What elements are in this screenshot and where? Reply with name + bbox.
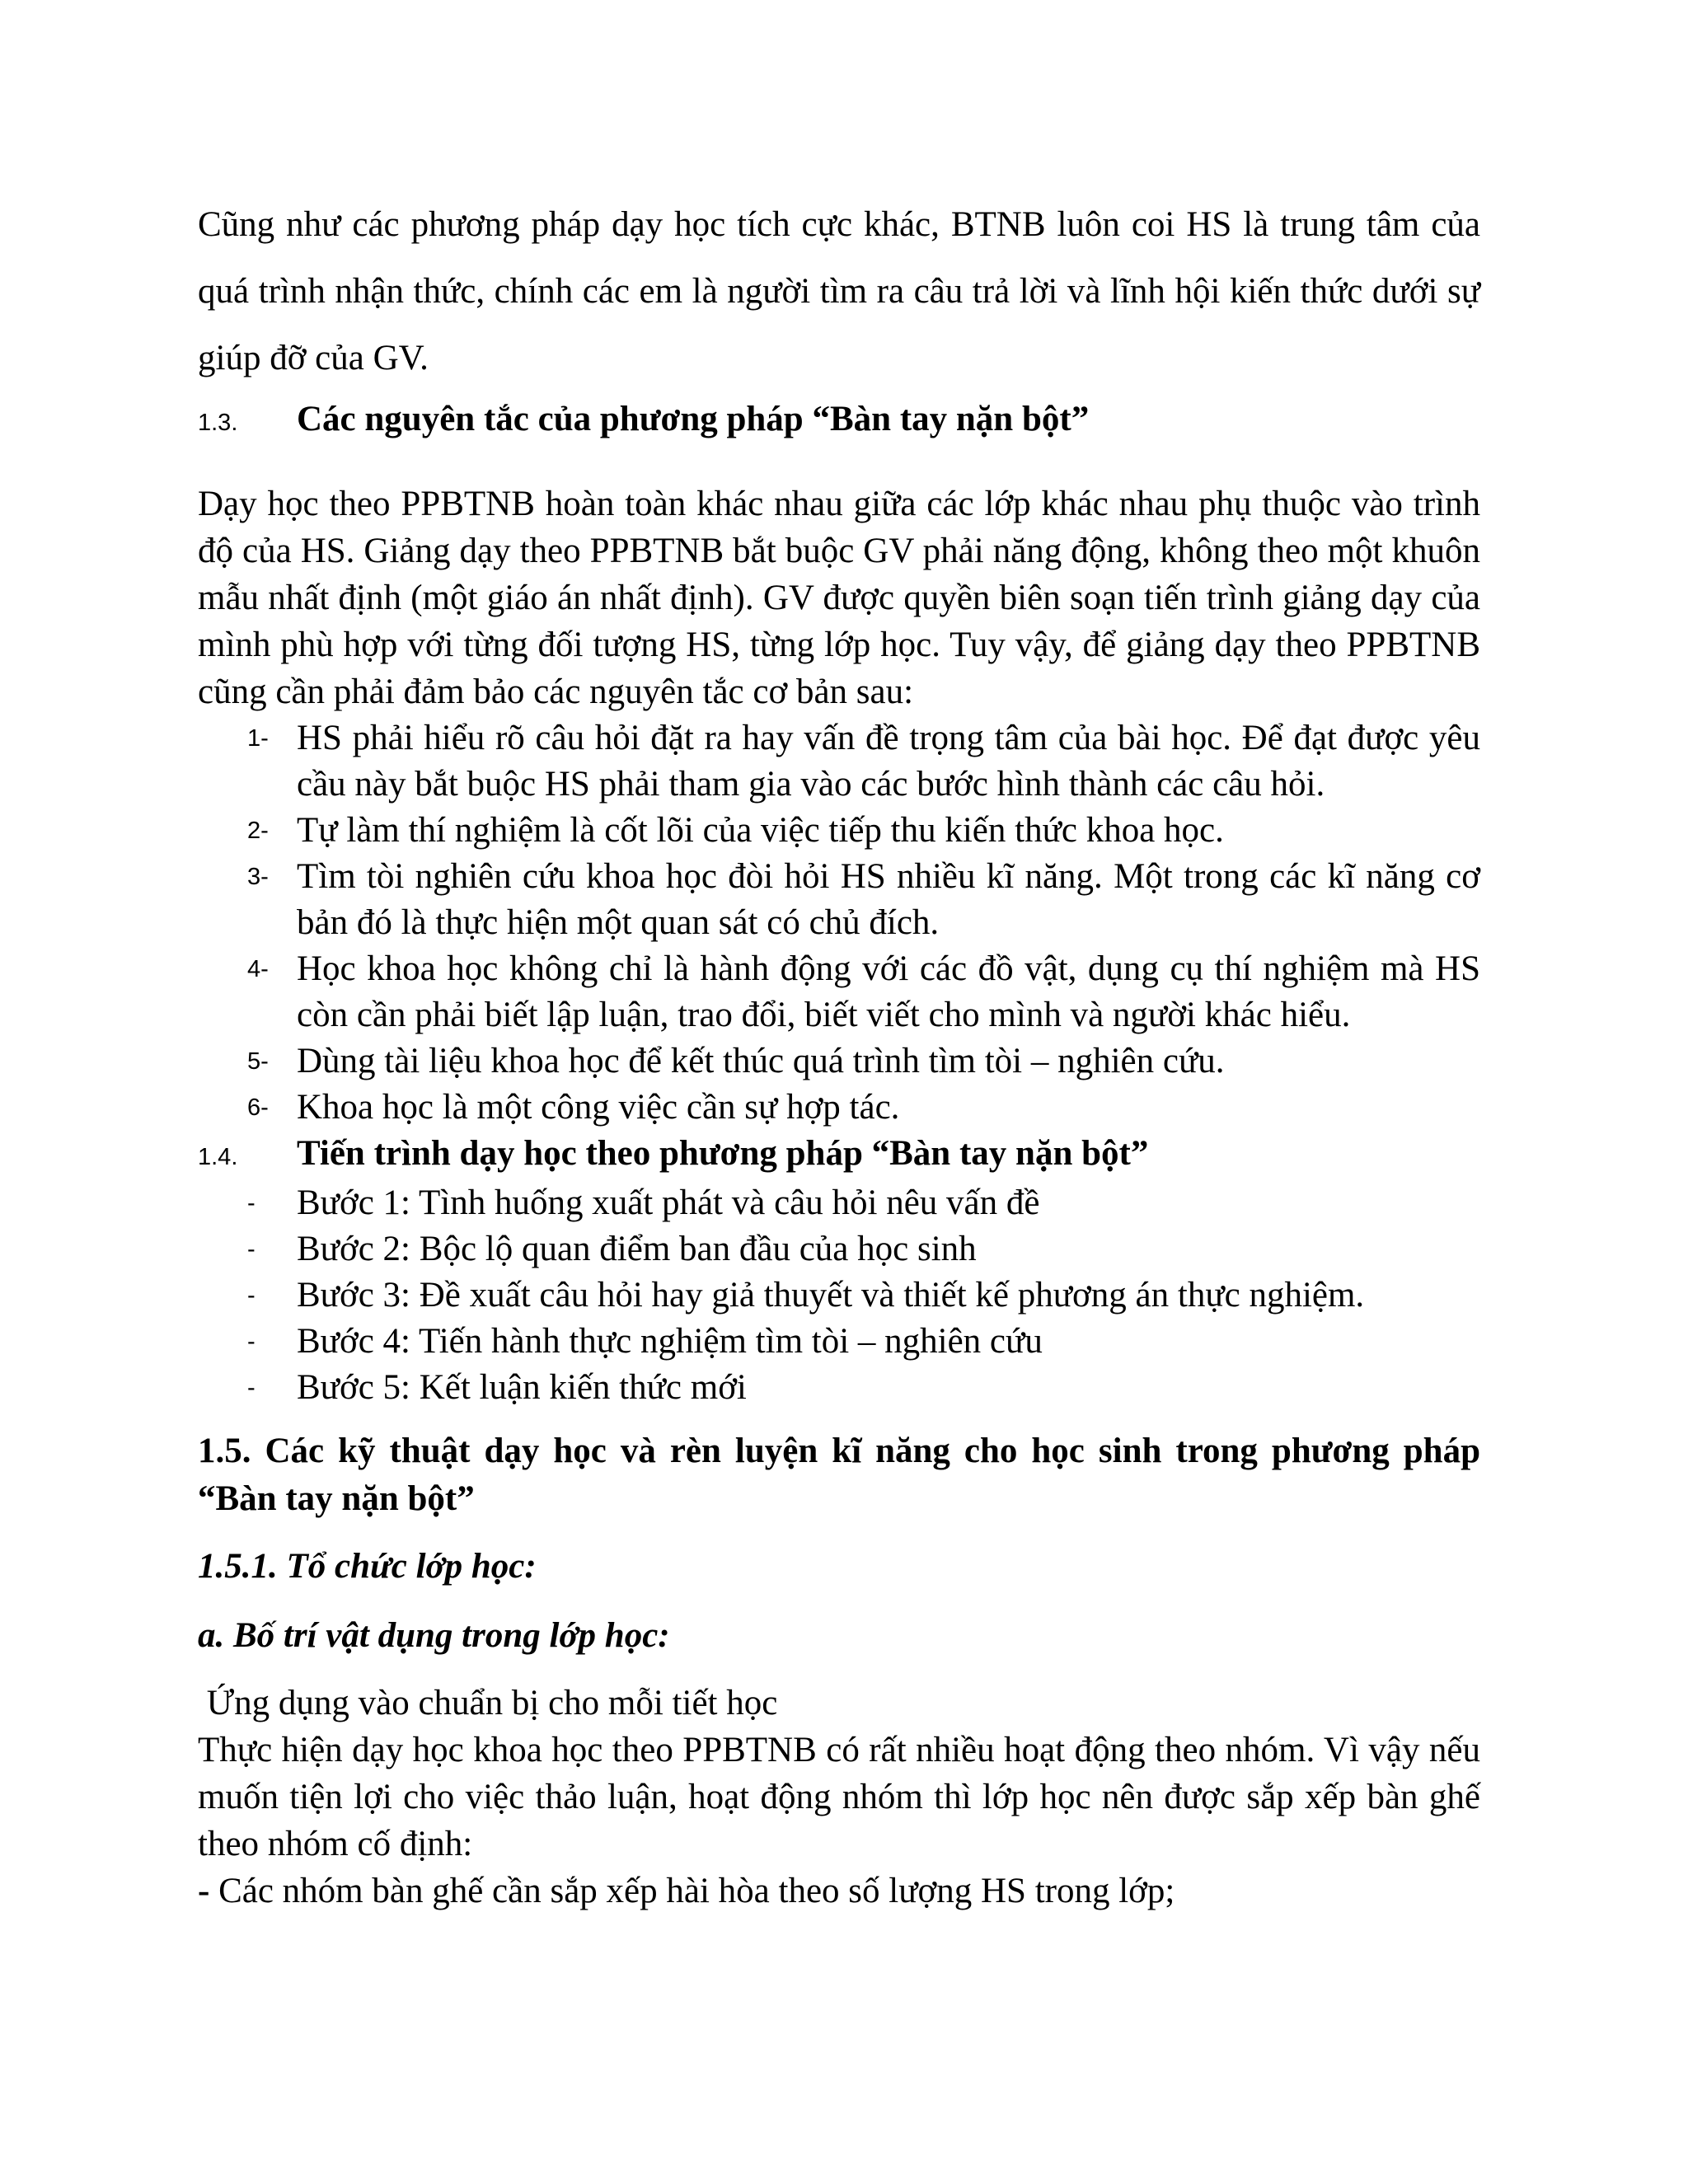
section-1-4-number: 1.4.	[198, 1144, 238, 1170]
arrangement-text: Các nhóm bàn ghế cần sắp xếp hài hòa theo số lượng HS trong lớp;	[209, 1872, 1175, 1910]
list-item-text: Bước 5: Kết luận kiến thức mới	[297, 1368, 747, 1407]
list-item	[198, 1038, 1480, 1085]
steps-list	[198, 1180, 1480, 1411]
list-marker: -	[247, 1236, 256, 1263]
list-item	[198, 715, 1480, 808]
section-1-5-body: Thực hiện dạy học khoa học theo PPBTNB có rất nhiều hoạt động theo nhóm. Vì vậy nếu muốn tiện lợi cho việc thảo luận, hoạt động nhóm thì lớp học nên được sắp xếp bàn ghế theo nhóm cố định:	[198, 1731, 1480, 1863]
section-1-5-1-heading: 1.5.1. Tổ chức lớp học:	[198, 1547, 537, 1586]
list-marker: 4-	[247, 956, 269, 982]
list-marker: 3-	[247, 864, 269, 890]
list-item	[198, 1319, 1480, 1365]
list-item-text: Học khoa học không chỉ là hành động với các đồ vật, dụng cụ thí nghiệm mà HS còn cần phải biết lập luận, trao đổi, biết viết cho mình và người khác hiểu.	[297, 949, 1480, 1034]
list-item	[198, 1272, 1480, 1319]
list-item	[198, 854, 1480, 946]
arrangement-line	[198, 1868, 1480, 1915]
list-marker: -	[247, 1329, 256, 1355]
list-item-text: Bước 4: Tiến hành thực nghiệm tìm tòi – nghiên cứu	[297, 1322, 1043, 1361]
principles-list	[198, 715, 1480, 1131]
list-item-text: Tự làm thí nghiệm là cốt lõi của việc tiếp thu kiến thức khoa học.	[297, 811, 1224, 850]
list-marker: -	[247, 1282, 256, 1309]
list-marker: 1-	[247, 725, 269, 752]
list-item-text: HS phải hiểu rõ câu hỏi đặt ra hay vấn đề trọng tâm của bài học. Để đạt được yêu cầu này bắt buộc HS phải tham gia vào các bước hình thành các câu hỏi.	[297, 719, 1480, 804]
list-item-text: Bước 1: Tình huống xuất phát và câu hỏi nêu vấn đề	[297, 1183, 1040, 1222]
list-item	[198, 1226, 1480, 1272]
list-marker: -	[247, 1190, 256, 1216]
list-marker: 2-	[247, 818, 269, 844]
list-item-text: Bước 2: Bộc lộ quan điểm ban đầu của học sinh	[297, 1230, 977, 1268]
section-1-3-body: Dạy học theo PPBTNB hoàn toàn khác nhau giữa các lớp khác nhau phụ thuộc vào trình độ của HS. Giảng dạy theo PPBTNB bắt buộc GV phải năng động, không theo một khuôn mẫu nhất định (một giáo án nhất định). GV được quyền biên soạn tiến trình giảng dạy của mình phù hợp với từng đối tượng HS, từng lớp học. Tuy vậy, để giảng dạy theo PPBTNB cũng cần phải đảm bảo các nguyên tắc cơ bản sau:	[198, 485, 1480, 711]
section-1-4-heading	[198, 1131, 1480, 1180]
list-item	[198, 808, 1480, 854]
list-item	[198, 946, 1480, 1038]
list-item-text: Khoa học là một công việc cần sự hợp tác.	[297, 1088, 900, 1127]
section-1-3-title: Các nguyên tắc của phương pháp “Bàn tay nặn bột”	[297, 400, 1090, 438]
dash-marker: -	[198, 1872, 210, 1910]
list-item	[198, 1365, 1480, 1411]
list-marker: 5-	[247, 1048, 269, 1075]
list-item	[198, 1180, 1480, 1226]
section-1-5-heading: 1.5. Các kỹ thuật dạy học và rèn luyện kĩ năng cho học sinh trong phương pháp “Bàn tay nặn bột”	[198, 1432, 1480, 1518]
section-1-4-title: Tiến trình dạy học theo phương pháp “Bàn tay nặn bột”	[297, 1134, 1149, 1173]
subsection-a-heading: a. Bố trí vật dụng trong lớp học:	[198, 1616, 670, 1655]
section-1-3-number: 1.3.	[198, 410, 238, 436]
applied-line: Ứng dụng vào chuẩn bị cho mỗi tiết học	[198, 1684, 778, 1722]
list-item-text: Bước 3: Đề xuất câu hỏi hay giả thuyết và thiết kế phương án thực nghiệm.	[297, 1276, 1365, 1315]
list-marker: -	[247, 1375, 256, 1401]
intro-paragraph: Cũng như các phương pháp dạy học tích cực khác, BTNB luôn coi HS là trung tâm của quá trình nhận thức, chính các em là người tìm ra câu trả lời và lĩnh hội kiến thức dưới sự giúp đỡ của GV.	[198, 205, 1480, 377]
list-item-text: Tìm tòi nghiên cứu khoa học đòi hỏi HS nhiều kĩ năng. Một trong các kĩ năng cơ bản đó là thực hiện một quan sát có chủ đích.	[297, 857, 1480, 942]
list-item-text: Dùng tài liệu khoa học để kết thúc quá trình tìm tòi – nghiên cứu.	[297, 1042, 1225, 1080]
list-marker: 6-	[247, 1094, 269, 1121]
document-page	[198, 191, 1480, 1915]
list-item	[198, 1085, 1480, 1131]
section-1-3-heading	[198, 396, 1480, 446]
